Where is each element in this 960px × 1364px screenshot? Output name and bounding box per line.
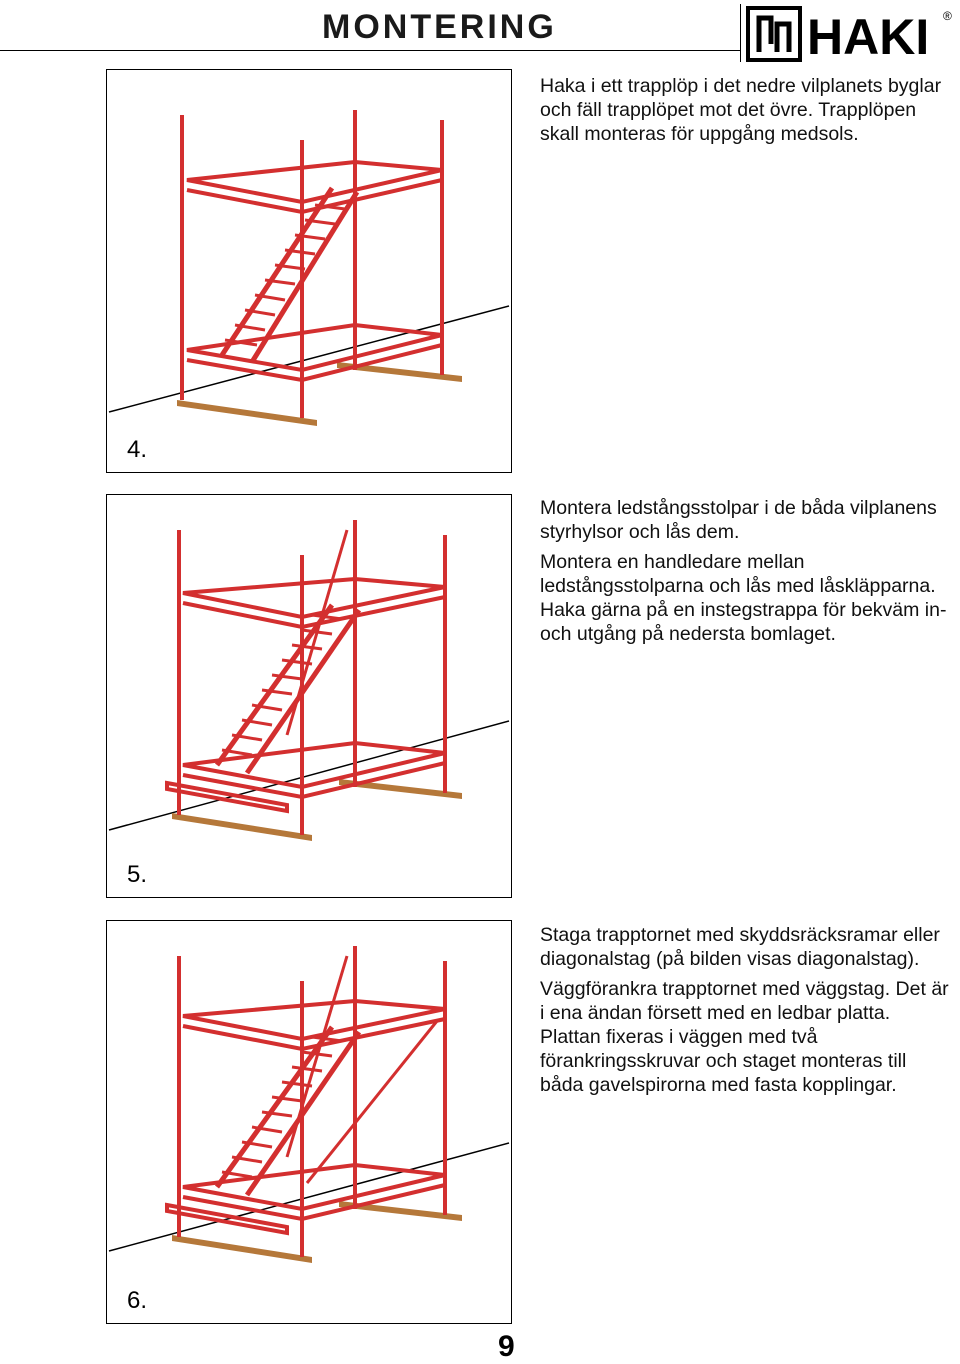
step-6-text	[540, 923, 955, 1103]
page-number: 9	[498, 1330, 515, 1363]
scaffold-illustration-6	[107, 921, 511, 1323]
registered-mark: ®	[943, 9, 952, 23]
paragraph: Staga trapptornet med skyddsräcksramar eller diagonalstag (på bilden visas diagonalstag).	[540, 924, 940, 970]
paragraph: Montera en handledare mellan ledstångsstolparna och lås med låskläpparna. Haka gärna på en instegstrappa för bekväm in- och utgång på nedersta bomlaget.	[540, 551, 947, 645]
step-number: 4.	[127, 436, 148, 463]
paragraph: Väggförankra trapptornet med väggstag. Det är i ena ändan försett med en ledbar platta. Plattan fixeras i väggen med två förankringsskruvar och staget monteras till båda gavelspirorna med fasta kopplingar.	[540, 978, 949, 1096]
scaffold-illustration-4	[107, 70, 511, 472]
step-4-text	[540, 74, 955, 152]
page-title: MONTERING	[322, 8, 557, 46]
step-number: 6.	[127, 1287, 148, 1314]
haki-logo	[745, 4, 955, 62]
scaffold-illustration-5	[107, 495, 511, 897]
header-divider	[740, 4, 741, 62]
paragraph: Montera ledstångsstolpar i de båda vilplanens styrhylsor och lås dem.	[540, 497, 937, 543]
step-6-panel	[106, 920, 512, 1324]
paragraph: Haka i ett trapplöp i det nedre vilplanets byglar och fäll trapplöpet mot det övre. Trapplöpen skall monteras för uppgång medsols.	[540, 75, 942, 145]
step-5-text	[540, 496, 955, 652]
step-number: 5.	[127, 861, 148, 888]
logo-text: HAKI	[807, 9, 930, 62]
step-5-panel	[106, 494, 512, 898]
step-4-panel	[106, 69, 512, 473]
header-rule	[0, 50, 740, 51]
